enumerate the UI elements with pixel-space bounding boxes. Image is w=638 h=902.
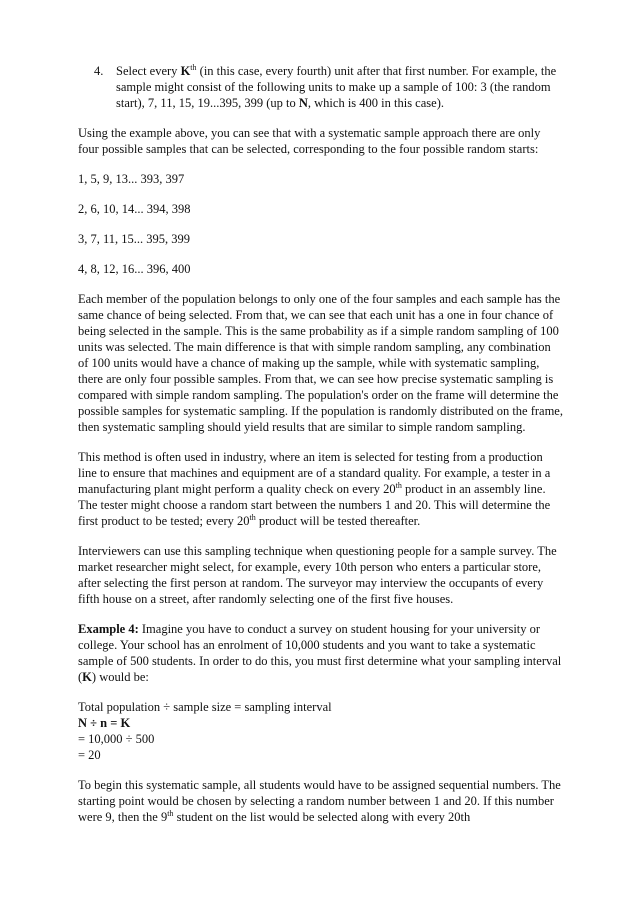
list-item-4: 4. Select every $K^{th}$ (in this case, every fourth) unit after that first number. For example, the sample might consist of the following units to make up a sample of 100: 3 (the random start), 7, 11, 15, 19...395, 399 (up to N, which is 400 in this case). — [94, 62, 557, 110]
equation-line-2: N ÷ n = K — [78, 716, 131, 730]
sampling-interval-equation — [78, 699, 564, 763]
list-number: 4. — [94, 64, 104, 78]
industry-paragraph: This method is often used in industry, where an item is selected for testing from a production line to ensure that machines and equipment are of a standard quality. For example, a tester in a manufacturing plant might perform a quality check on every 20th product in an assembly line. The tester might choose a random start between the numbers 1 and 20. This will determine the first product to be tested; every 20th product will be tested thereafter. — [78, 450, 551, 528]
document-page — [78, 63, 564, 839]
sequence-3: 3, 7, 11, 15... 395, 399 — [78, 232, 191, 246]
example-label: Example 4: — [78, 622, 139, 636]
equation-line-4: = 20 — [78, 748, 101, 762]
sample-sequences — [78, 171, 564, 277]
sequence-1: 1, 5, 9, 13... 393, 397 — [78, 172, 185, 186]
n-symbol: N — [298, 96, 308, 110]
intro-paragraph: Using the example above, you can see that with a systematic sample approach there are only four possible samples that can be selected, corresponding to the four possible random starts: — [78, 126, 541, 156]
sequence-4: 4, 8, 12, 16... 396, 400 — [78, 262, 191, 276]
equation-line-3: = 10,000 ÷ 500 — [78, 732, 155, 746]
sequence-2: 2, 6, 10, 14... 394, 398 — [78, 202, 191, 216]
equation-line-1: Total population ÷ sample size = sampling interval — [78, 700, 332, 714]
example-4-paragraph: Example 4: Imagine you have to conduct a survey on student housing for your university or college. Your school has an enrolment of 10,000 students and you want to take a systematic sample of 500 students. In order to do this, you must first determine what your sampling interval (K) would be: — [78, 622, 562, 684]
interviewers-paragraph: Interviewers can use this sampling technique when questioning people for a sample survey. The market researcher might select, for example, every 10th person who enters a particular store, after selecting the first person at random. The surveyor may interview the occupants of every fifth house on a street, after randomly selecting one of the first five houses. — [78, 544, 557, 606]
final-paragraph: To begin this systematic sample, all students would have to be assigned sequential numbers. The starting point would be chosen by selecting a random number between 1 and 20. If this number were 9, then the 9th student on the list would be selected along with every 20th — [78, 778, 561, 824]
k-symbol: K — [180, 64, 191, 78]
membership-paragraph: Each member of the population belongs to only one of the four samples and each sample has the same chance of being selected. From that, we can see that each unit has a one in four chance of being selected in the sample. This is the same probability as if a simple random sampling of 100 units was selected. The main difference is that with simple random sampling, any combination of 100 units would have a chance of making up the sample, while with systematic sampling, there are only four possible samples. From that, we can see how precise systematic sampling is compared with simple random sampling. The population's order on the frame will determine the possible samples for systematic sampling. If the population is randomly distributed on the frame, then systematic sampling should yield results that are similar to simple random sampling. — [78, 292, 563, 434]
